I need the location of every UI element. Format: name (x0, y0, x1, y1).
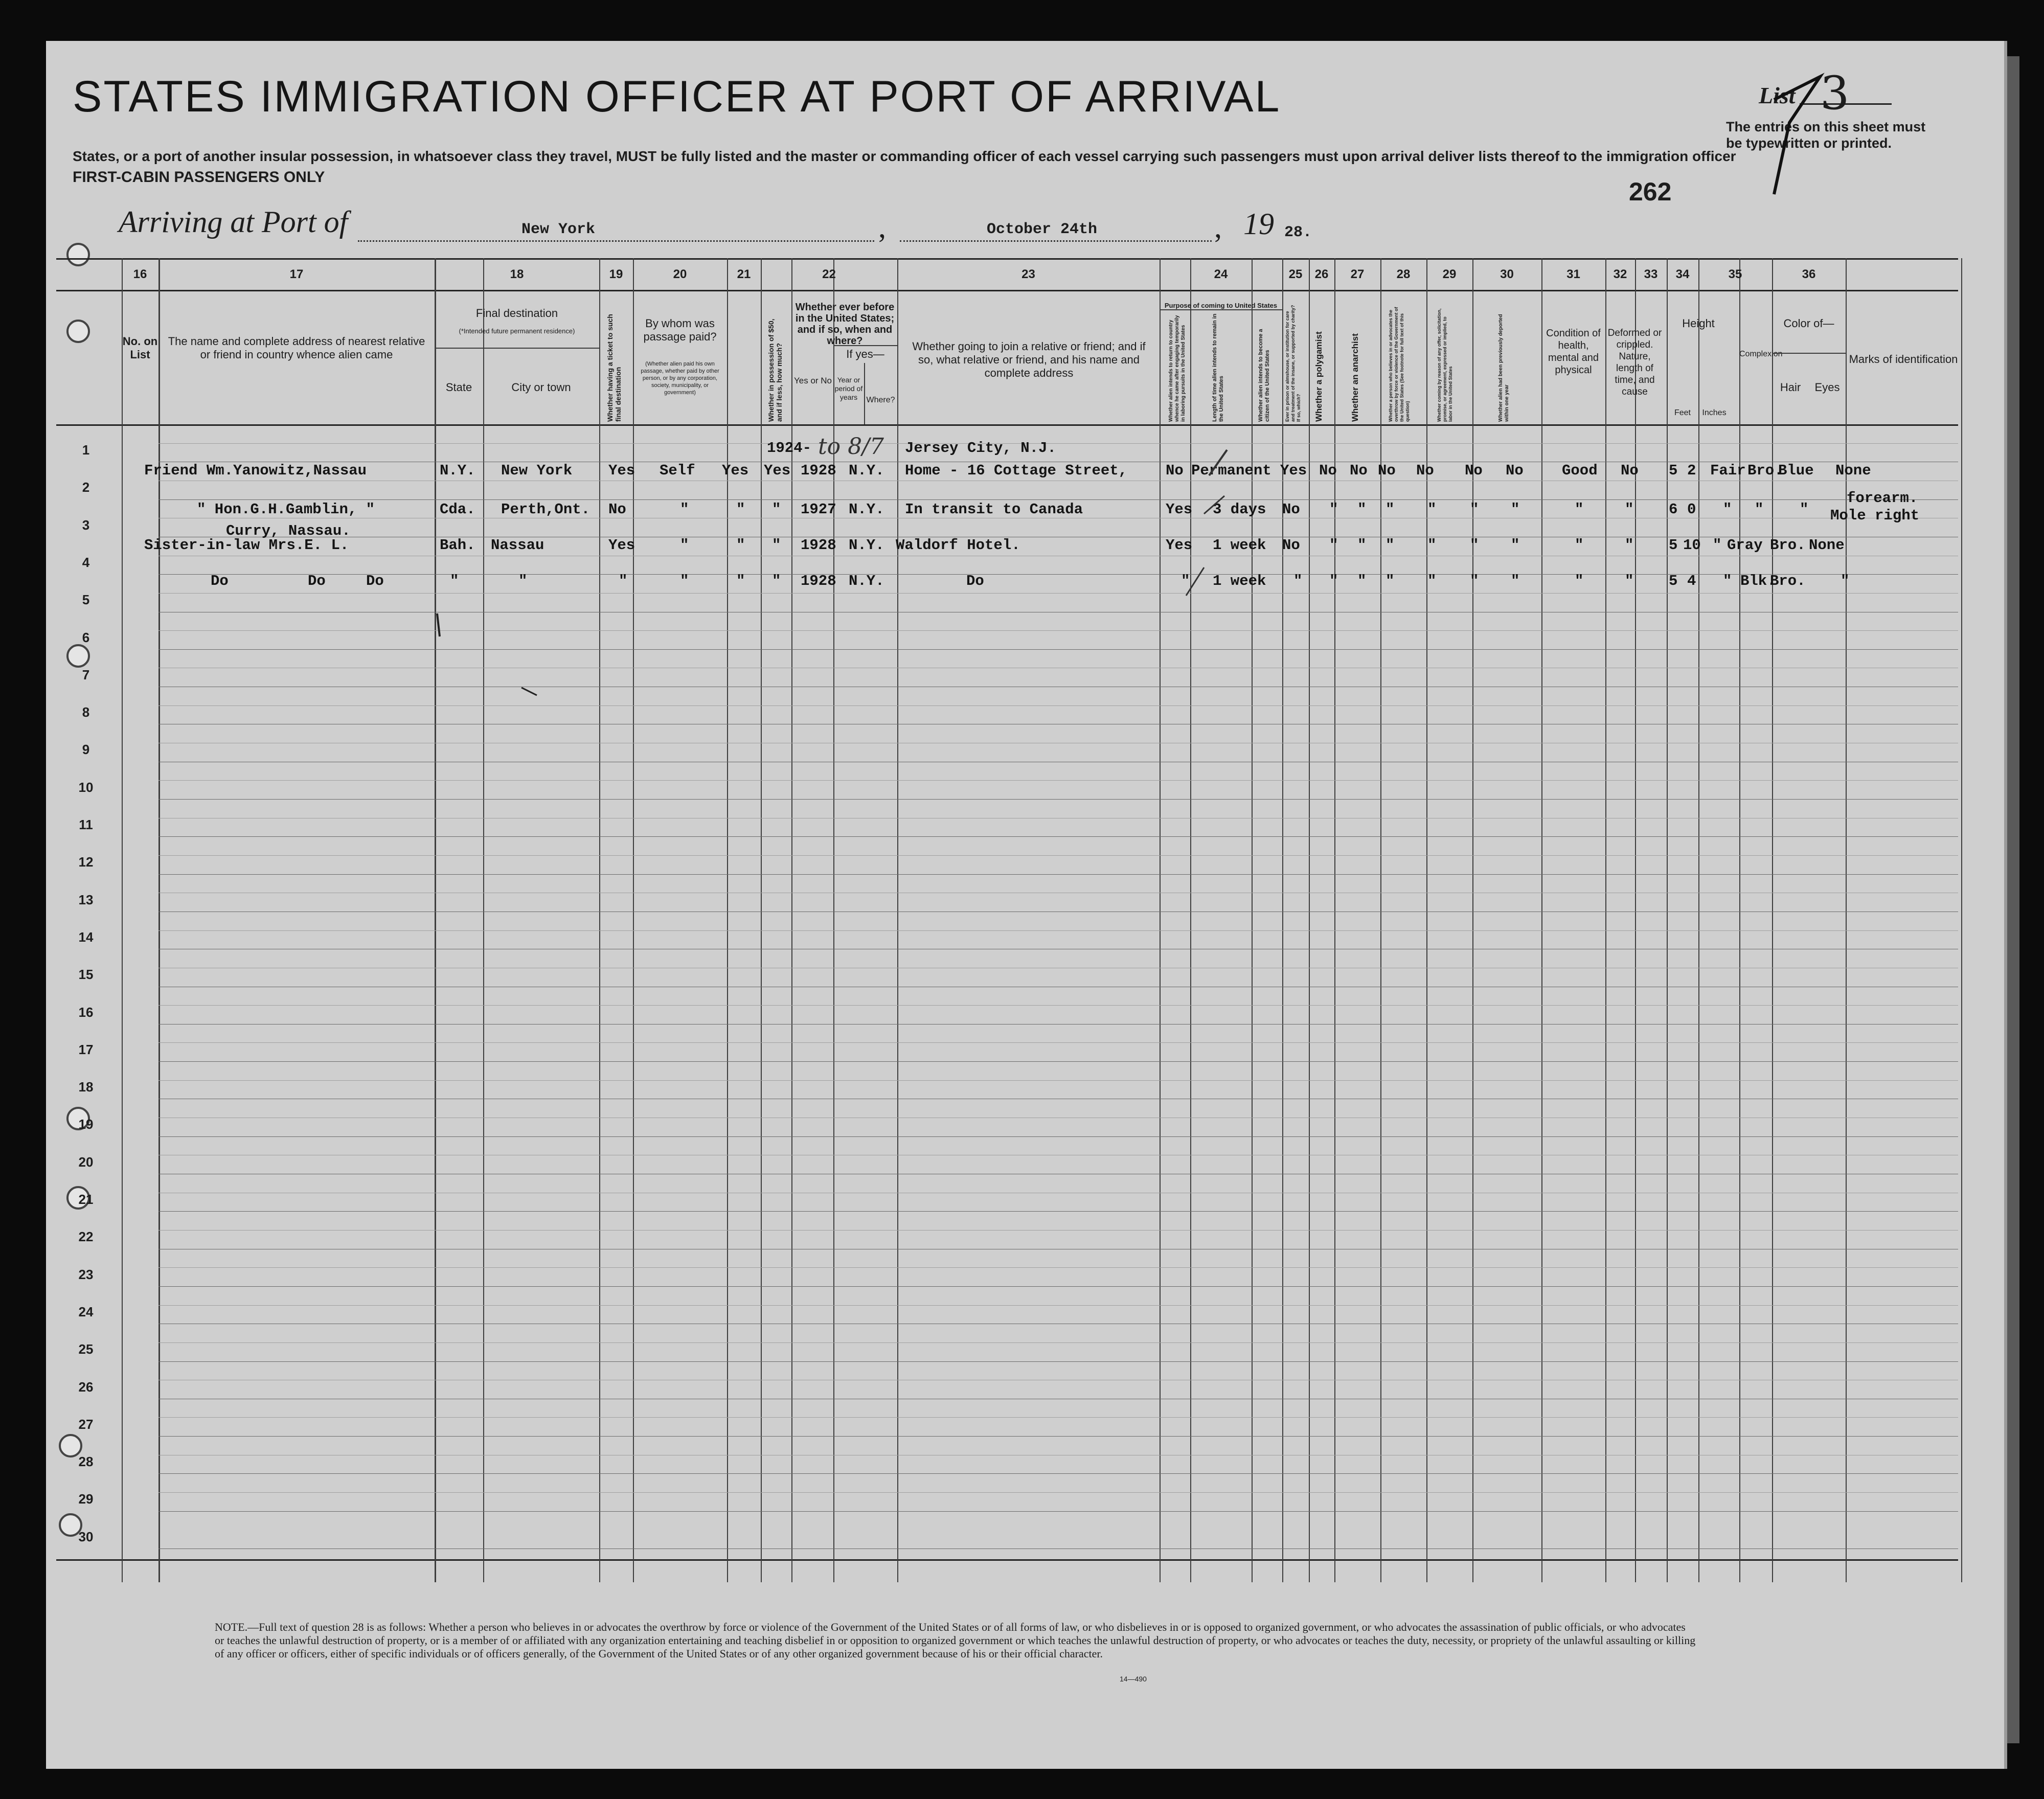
row3-joining: Waldorf Hotel. (896, 537, 1020, 554)
row1-where: N.Y. (849, 462, 884, 479)
col-number: 22 (822, 267, 836, 281)
header-year-period: Year or period of years (834, 376, 863, 401)
header-if-yes: If yes— (846, 348, 884, 360)
row1-citizen: Yes (1280, 462, 1307, 479)
row4-marks: " (1841, 573, 1850, 589)
row1-q26: No (1350, 462, 1368, 479)
row3-by-whom: " (680, 537, 689, 554)
row3-eyes: Bro. (1770, 537, 1806, 554)
row2-feet: 6 (1669, 501, 1678, 518)
row1-inches: 2 (1687, 462, 1696, 479)
header-final-destination: Final destination (475, 307, 558, 320)
header-polygamist: Whether a polygamist (1314, 331, 1324, 422)
row2-health: " (1575, 501, 1584, 518)
header-ever-before: Whether ever before in the United States; and if so, when and where? (795, 302, 895, 347)
row-number: 16 (78, 1004, 94, 1020)
row-number: 26 (78, 1379, 94, 1395)
col-number: 31 (1566, 267, 1580, 281)
row4-relative: Do (211, 573, 229, 589)
row1-city: New York (501, 462, 573, 479)
row3-possession: " (736, 537, 745, 554)
row1-marks: None (1835, 462, 1871, 479)
arriving-label: Arriving at Port of (119, 205, 348, 239)
row1-complexion: Fair (1710, 462, 1746, 479)
tick-mark (521, 688, 537, 695)
header-joining: Whether going to join a relative or friend; and if so, what relative or friend, and his name and complete address (912, 340, 1146, 379)
header-deformed: Deformed or crippled. Nature, length of time, and cause (1607, 328, 1662, 397)
row1-possession: Yes (722, 462, 749, 479)
row3-deformed: " (1625, 537, 1634, 554)
row-number: 17 (78, 1041, 94, 1057)
row4-hair: Blk. (1740, 573, 1776, 589)
row3-length: 1 week (1213, 537, 1266, 554)
col-number: 27 (1350, 267, 1365, 281)
col-number: 16 (133, 267, 147, 281)
row2-deformed: " (1625, 501, 1634, 518)
list-label: List (1759, 82, 1796, 108)
row4-return: " (1181, 573, 1190, 589)
list-pen-stroke (1774, 77, 1820, 194)
typewritten-instruction: The entries on this sheet must be typewritten or printed. (1726, 119, 1926, 151)
col-number: 24 (1214, 267, 1228, 281)
row4-ticket: " (619, 573, 628, 589)
col-number: 18 (510, 267, 524, 281)
row-number: 25 (78, 1341, 94, 1357)
row-number: 22 (78, 1229, 94, 1245)
row-number: 15 (78, 967, 94, 983)
header-marks: Marks of identification (1849, 353, 1958, 366)
header-feet: Feet (1674, 408, 1691, 417)
header-possession: Whether in possession of $50, and if less, how much? (767, 318, 783, 422)
row1-health: Good (1562, 462, 1598, 479)
header-city: City or town (511, 381, 571, 394)
row1-joining-above: Jersey City, N.J. (905, 440, 1056, 457)
row-number: 14 (78, 929, 94, 945)
row2-q29: " (1470, 501, 1479, 518)
col-number: 33 (1644, 267, 1658, 281)
row-number: 6 (82, 629, 90, 645)
tick-mark (437, 613, 440, 636)
row2-inches: 0 (1687, 501, 1696, 518)
col-number: 17 (289, 267, 304, 281)
row4-relative-2: Do (308, 573, 326, 589)
row3-marks: None (1809, 537, 1845, 554)
row3-q30: " (1511, 537, 1520, 554)
header-ticket: Whether having a ticket to such final destination (606, 314, 622, 422)
row4-q27: " (1386, 573, 1395, 589)
date-value: October 24th (987, 221, 1098, 238)
row4-q30: " (1511, 573, 1520, 589)
col-number: 25 (1288, 267, 1303, 281)
row2-possession: " (736, 501, 745, 518)
form-code: 14—490 (1120, 1675, 1147, 1683)
row1-q27: No (1378, 462, 1396, 479)
col-number: 35 (1728, 267, 1742, 281)
header-health: Condition of health, mental and physical (1546, 328, 1601, 376)
row1-relative: Friend Wm.Yanowitz,Nassau (144, 462, 367, 479)
row1-feet: 5 (1669, 462, 1678, 479)
row4-possession: " (736, 573, 745, 589)
row-number: 5 (82, 592, 90, 608)
row4-state: " (450, 573, 459, 589)
header-inches: Inches (1702, 408, 1727, 417)
row1-ticket: Yes (608, 462, 635, 479)
tick-mark (1209, 450, 1227, 475)
row-number: 20 (78, 1154, 94, 1170)
row3-return: Yes (1166, 537, 1193, 554)
row2-return: Yes (1166, 501, 1193, 518)
row3-ever-before: " (772, 537, 781, 554)
row4-by-whom: " (680, 573, 689, 589)
row4-q29: " (1470, 573, 1479, 589)
row4-relative-3: Do (366, 573, 384, 589)
row4-years: 1928 (801, 573, 836, 589)
row-number: 11 (79, 817, 93, 832)
col-number: 19 (609, 267, 623, 281)
row1-deformed: No (1621, 462, 1639, 479)
header-q28: Whether a person who believes in or advocates the overthrow by force or violence of the Government of the United States (See footnote for full text of this question) (1388, 307, 1410, 422)
row2-citizen: No (1282, 501, 1300, 518)
row1-q29: No (1465, 462, 1483, 479)
row1-eyes: Blue (1778, 462, 1814, 479)
col-number: 34 (1675, 267, 1690, 281)
row-number: 3 (82, 517, 90, 533)
row1-return: No (1166, 462, 1184, 479)
row4-complexion: " (1723, 573, 1732, 589)
year-value: 28. (1284, 224, 1312, 241)
header-purpose-return: Whether alien intends to return to country whence he came after engaging temporarily in laboring pursuits in the United States (1168, 315, 1186, 422)
row1-q28: No (1416, 462, 1434, 479)
row3-q26: " (1357, 537, 1367, 554)
year-prefix: 19 (1243, 207, 1274, 241)
row3-feet: 5 (1669, 537, 1678, 554)
row3-ticket: Yes (608, 537, 635, 554)
row3-relative-above: Curry, Nassau. (226, 522, 351, 539)
header-by-whom-note: (Whether alien paid his own passage, whether paid by other person, or by any corporation, society, municipality, or government) (641, 361, 719, 396)
row-number: 8 (82, 704, 90, 720)
row2-q30: " (1511, 501, 1520, 518)
row2-length: 3 days (1213, 501, 1266, 518)
row1-state: N.Y. (440, 462, 475, 479)
header-q29: Whether coming by reason of any offer, solicitation, promise, or agreement, expressed or implied, to labor in the United States (1437, 308, 1453, 422)
row-number: 9 (82, 742, 90, 758)
row1-length: Permanent (1191, 462, 1271, 479)
header-state: State (445, 381, 472, 394)
row1-by-whom: Self (660, 462, 695, 479)
header-complexion: Complexion (1739, 350, 1783, 358)
row-number: 18 (78, 1079, 94, 1095)
row1-ever-before: Yes (764, 462, 791, 479)
row1-joining: Home - 16 Cottage Street, (905, 462, 1128, 479)
row4-length: 1 week (1213, 573, 1266, 589)
header-height: Height (1682, 317, 1715, 330)
tick-mark (1186, 567, 1204, 596)
header-purpose-citizen: Whether alien intends to become a citizen of the United States (1258, 329, 1270, 422)
row2-joining: In transit to Canada (905, 501, 1083, 518)
col-number: 28 (1396, 267, 1411, 281)
row4-inches: 4 (1687, 573, 1696, 589)
col-number: 36 (1802, 267, 1816, 281)
header-hair: Hair (1780, 381, 1801, 394)
row4-where: N.Y. (849, 573, 884, 589)
row3-q25: " (1329, 537, 1338, 554)
row2-complexion: " (1723, 501, 1732, 518)
row4-q25: " (1329, 573, 1338, 589)
row-number: 1 (82, 442, 90, 458)
row2-state: Cda. (440, 501, 475, 518)
header-relative: The name and complete address of nearest relative or friend in country whence alien came (168, 335, 425, 361)
row4-q26: " (1357, 573, 1367, 589)
row3-citizen: No (1282, 537, 1300, 554)
row2-city: Perth,Ont. (501, 501, 591, 518)
row2-relative: " Hon.G.H.Gamblin, " (197, 501, 375, 518)
col-number: 29 (1442, 267, 1457, 281)
row4-health: " (1575, 573, 1584, 589)
row-number: 13 (78, 892, 94, 907)
row1-years-above: 1924- (767, 440, 812, 457)
col-number: 23 (1021, 267, 1035, 281)
row-number: 30 (78, 1529, 94, 1544)
header-no-on-list: No. on List (122, 335, 158, 361)
row3-q27: " (1386, 537, 1395, 554)
row4-q28: " (1427, 573, 1437, 589)
row3-inches: 10 (1683, 537, 1701, 554)
page-number: 262 (1629, 177, 1672, 206)
footnote-question-28: NOTE.—Full text of question 28 is as follows: Whether a person who believes in or advocates the overthrow by force or violence of the Government of the United States or of all forms of law, or who disbelieves in or is opposed to organized government, or who advocates the assassination of public officials, or who advocates or teaches the unlawful destruction of property, or is a member of or affiliated with any organization entertaining and teaching disbelief in or opposition to organized government or which teaches the unlawful destruction of property, or who advocates or teaches the duty, necessity, or propriety of the unlawful assaulting or killing of any officer or officers, either of specific individuals or of officers generally, of the Government of the United States or of any other organized government because of his or their official character. (215, 1621, 1696, 1660)
tick-mark (1204, 496, 1224, 514)
row2-ticket: No (608, 501, 626, 518)
row-number: 10 (78, 779, 94, 795)
header-yes-no: Yes or No (793, 376, 832, 385)
row3-health: " (1575, 537, 1584, 554)
row2-q27: " (1386, 501, 1395, 518)
form-title: STATES IMMIGRATION OFFICER AT PORT OF ARRIVAL (73, 72, 1281, 121)
row4-city: " (518, 573, 528, 589)
row-number: 28 (78, 1454, 94, 1470)
header-where: Where? (866, 396, 895, 404)
header-color-of: Color of— (1783, 317, 1834, 330)
header-purpose-length: Length of time alien intends to remain in the United States (1212, 313, 1224, 422)
row-number: 29 (78, 1491, 94, 1507)
row3-complexion: " (1713, 537, 1722, 554)
comma: , (1214, 210, 1222, 244)
row1-q25: No (1319, 462, 1337, 479)
row-number: 19 (78, 1117, 94, 1132)
col-number: 32 (1613, 267, 1627, 281)
row3-where: N.Y. (849, 537, 884, 554)
row4-ever-before: " (772, 573, 781, 589)
row3-q29: " (1470, 537, 1479, 554)
row2-q28: " (1427, 501, 1437, 518)
comma: , (878, 210, 886, 244)
row4-eyes: Bro. (1770, 573, 1806, 589)
row-number: 12 (78, 854, 94, 870)
row2-eyes: " (1800, 501, 1809, 518)
port-value: New York (521, 221, 596, 238)
row2-where: N.Y. (849, 501, 884, 518)
row2-by-whom: " (680, 501, 689, 518)
header-purpose: Purpose of coming to United States (1164, 302, 1278, 309)
row2-hair: " (1755, 501, 1764, 518)
row1-hair: Bro. (1747, 462, 1783, 479)
row3-state: Bah. (440, 537, 475, 554)
col-number: 21 (737, 267, 751, 281)
header-prison: Ever in prison or almshouse, or institution for care and treatment of the insane, or supported by charity? If so, which? (1285, 305, 1301, 422)
row1-q30: No (1506, 462, 1524, 479)
row-number: 4 (82, 554, 90, 570)
list-number: 3 (1820, 66, 1850, 120)
row-number: 2 (82, 480, 90, 495)
row-number: 24 (78, 1304, 94, 1319)
header-eyes: Eyes (1814, 381, 1840, 394)
row1-years-handwritten: to 8/7 (818, 434, 884, 460)
header-anarchist: Whether an anarchist (1350, 333, 1360, 422)
row4-citizen: " (1293, 573, 1303, 589)
row2-years: 1927 (801, 501, 836, 518)
header-q30: Whether alien had been previously deported within one year (1498, 314, 1510, 422)
row3-city: Nassau (491, 537, 544, 554)
col-number: 30 (1500, 267, 1514, 281)
col-number: 20 (673, 267, 687, 281)
passenger-class: FIRST-CABIN PASSENGERS ONLY (73, 169, 325, 186)
row1-years: 1928 (801, 462, 836, 479)
row2-marks: Mole right (1830, 507, 1920, 524)
row-number: 23 (78, 1266, 94, 1282)
row3-hair: Gray (1727, 537, 1763, 554)
row-number: 21 (78, 1192, 94, 1207)
row3-q28: " (1427, 537, 1437, 554)
row3-relative: Sister-in-law Mrs.E. L. (144, 537, 349, 554)
row-number: 27 (78, 1416, 94, 1432)
form-instruction: States, or a port of another insular possession, in whatsoever class they travel, MUST be fully listed and the master or commanding officer of each vessel carrying such passengers must upon arrival deliver lists thereof to the immigration officer (73, 148, 1736, 164)
row2-ever-before: " (772, 501, 781, 518)
row4-feet: 5 (1669, 573, 1678, 589)
row4-joining: Do (966, 573, 984, 589)
row3-years: 1928 (801, 537, 836, 554)
col-number: 26 (1314, 267, 1329, 281)
header-by-whom: By whom was passage paid? (643, 317, 717, 343)
row-number: 7 (82, 667, 90, 682)
row4-deformed: " (1625, 573, 1634, 589)
row2-marks-above: forearm. (1847, 490, 1918, 507)
row2-q26: " (1357, 501, 1367, 518)
row2-q25: " (1329, 501, 1338, 518)
header-final-destination-note: (*Intended future permanent residence) (459, 327, 575, 335)
